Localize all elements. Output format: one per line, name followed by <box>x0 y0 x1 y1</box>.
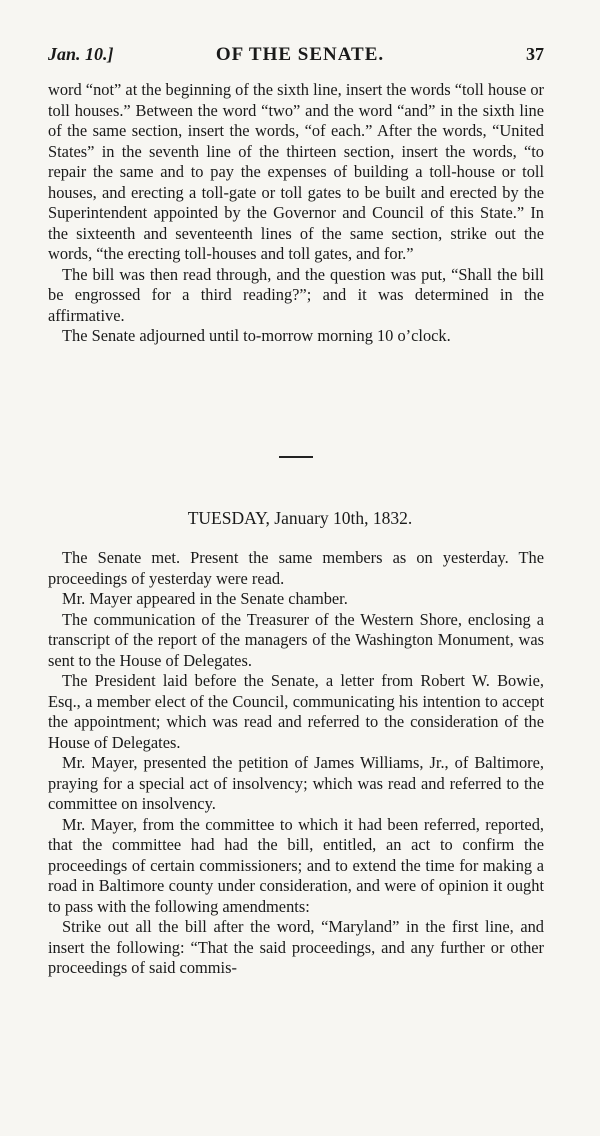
page-header <box>0 44 600 70</box>
paragraph: The Senate met. Present the same members as on yesterday. The proceedings of yesterday were read. <box>48 548 544 588</box>
paragraph: Mr. Mayer, from the committee to which it had been referred, reported, that the committee had had the bill, entitled, an act to confirm the proceedings of certain commissioners; and to extend the time for making a road in Baltimore county under consideration, and were of opinion it ought to pass with the following amendments: <box>48 814 544 916</box>
header-title: OF THE SENATE. <box>215 44 385 65</box>
paragraph: Mr. Mayer appeared in the Senate chamber. <box>62 589 348 608</box>
paragraph: Mr. Mayer, presented the petition of James Williams, Jr., of Baltimore, praying for a special act of insolvency; which was read and referred to the committee on insolvency. <box>48 753 544 813</box>
date-heading: TUESDAY, January 10th, 1832. <box>187 508 413 528</box>
paragraph: The communication of the Treasurer of the Western Shore, enclosing a transcript of the report of the managers of the Washington Monument, was sent to the House of Delegates. <box>48 609 544 670</box>
section-divider <box>279 456 313 458</box>
header-date: Jan. 10.] <box>48 44 114 64</box>
continued-proceedings <box>48 80 544 347</box>
paragraph: word “not” at the beginning of the sixth line, insert the words “toll house or toll houses.” Between the word “two” and the word “and” in the sixth line of the same section, insert the words, “of each.” After the words, “United States” in the seventh line of the thirteen section, insert the words, “to repair the same and to pay the expenses of building a toll-house or toll houses, and erecting a toll-gate or toll gates to be built and erected by the Superintendent appointed by the Governor and Council of this State.” In the sixteenth and seventeenth lines of the same section, strike out the words, “the erecting toll-houses and toll gates, and for.” <box>48 80 544 263</box>
paragraph: The Senate adjourned until to-morrow morning 10 o’clock. <box>62 326 451 345</box>
paragraph: Strike out all the bill after the word, “Maryland” in the first line, and insert the following: “That the said proceedings, and any further or other proceedings of said commis- <box>48 917 544 977</box>
paragraph: The President laid before the Senate, a letter from Robert W. Bowie, Esq., a member elect of the Council, communicating his intention to accept the appointment; which was read and referred to the consideration of the House of Delegates. <box>48 671 544 752</box>
paragraph: The bill was then read through, and the question was put, “Shall the bill be engrossed for a third reading?”; and it was determined in the affirmative. <box>48 264 544 325</box>
page-number: 37 <box>526 44 544 64</box>
tuesday-proceedings <box>48 548 544 979</box>
